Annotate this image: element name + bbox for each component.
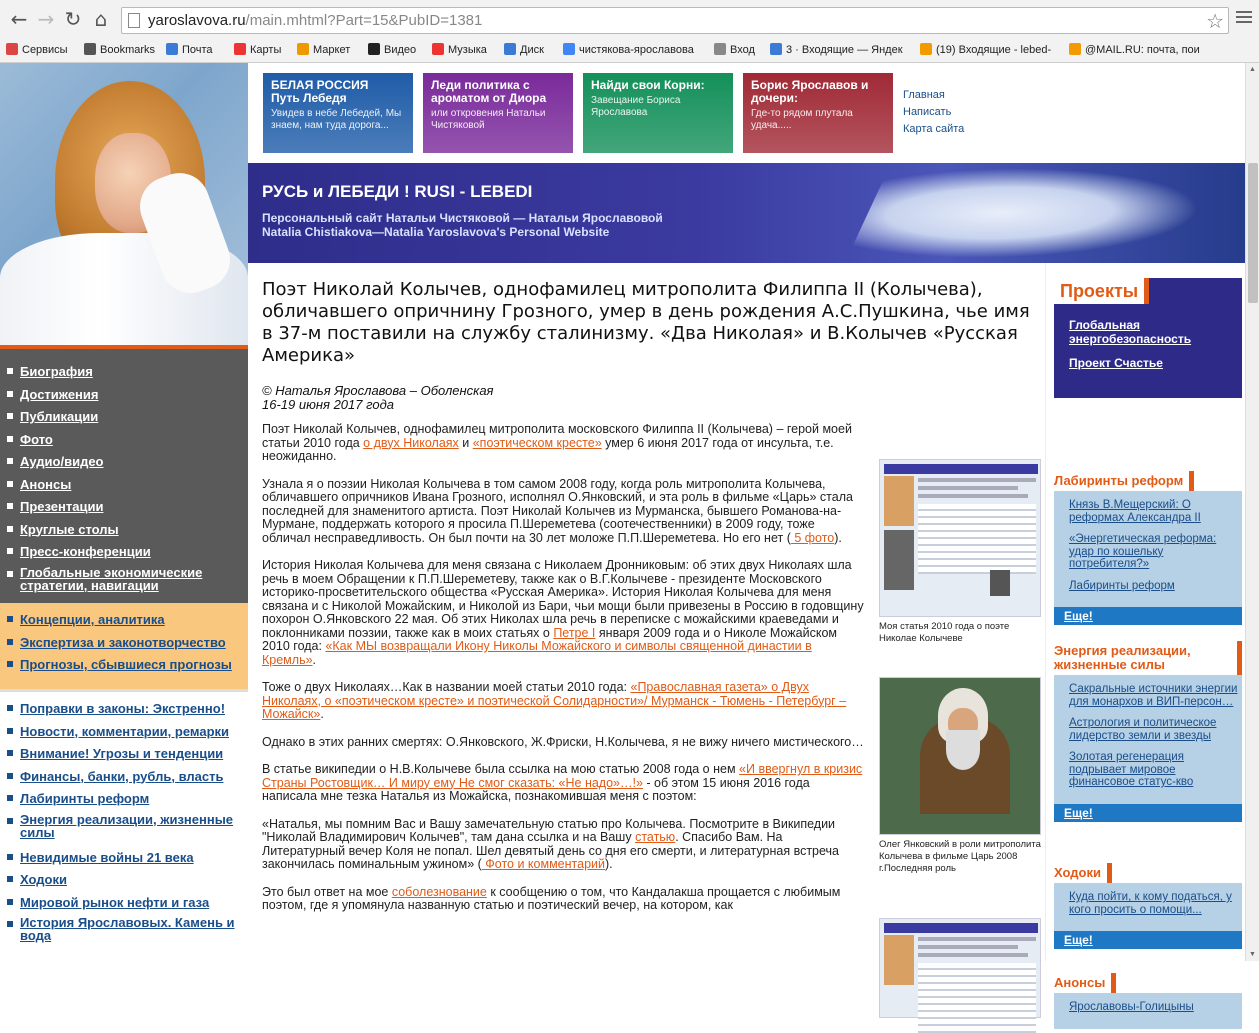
bookmark-item[interactable]: [297, 42, 350, 58]
bookmark-item[interactable]: [234, 42, 281, 58]
text: «Наталья, мы помним Вас и Вашу замечательную статью про Колычева. Посмотрите в Википедии "Николай Владимирович Колычев", там дана ссылка и на Вашу: [262, 816, 836, 844]
bookmark-label: Вход: [730, 44, 755, 56]
menu-item-secondary-2[interactable]: Прогнозы, сбывшиеся прогнозы: [0, 656, 248, 679]
star-icon: [84, 43, 96, 55]
bookmark-label: @MAIL.RU: почта, пои: [1085, 44, 1200, 56]
more-button[interactable]: Еще!: [1054, 931, 1242, 949]
right-column: [1046, 263, 1245, 1013]
link-photo-comment[interactable]: Фото и комментарий: [481, 857, 605, 871]
sidebar-section-body: [1054, 491, 1242, 607]
bookmark-label: Диск: [520, 44, 544, 56]
link-condolence[interactable]: соболезнование: [391, 884, 487, 899]
article-screenshot-image[interactable]: [879, 459, 1041, 617]
menu-item-tertiary-3[interactable]: Финансы, банки, рубль, власть: [0, 768, 248, 791]
sidebar-section-body: [1054, 883, 1242, 931]
page-icon: [128, 13, 140, 28]
paragraph-7: [262, 818, 864, 872]
menu-item-tertiary-7[interactable]: Ходоки: [0, 871, 248, 894]
secondary-menu: [0, 603, 248, 689]
site-hero-banner: [248, 163, 1245, 263]
figure-caption: Моя статья 2010 года о поэте Николае Колычеве: [879, 621, 1010, 644]
mailru-icon: [920, 43, 932, 55]
sidebar-section-3: [1054, 973, 1242, 1029]
sidebar-section-title: Ходоки: [1054, 863, 1112, 883]
menu-item-secondary-1[interactable]: Экспертиза и законотворчество: [0, 634, 248, 657]
promo-box-2[interactable]: [583, 73, 733, 153]
sidebar-section-title: Лабиринты реформ: [1054, 471, 1194, 491]
browser-toolbar: [0, 0, 1259, 38]
text: умер 6 июня 2017 года от инсульта, т.е. неожиданно.: [262, 435, 834, 463]
bookmark-label: Музыка: [448, 44, 487, 56]
promo-box-0[interactable]: [263, 73, 413, 153]
article-byline: [262, 384, 494, 412]
bookmark-item[interactable]: [563, 42, 694, 58]
text: - об этом 15 июня 2016 года написала мне тезка Наталья из Можайска, познакомившая меня с поэтом:: [262, 775, 810, 803]
sidebar-section-title: Анонсы: [1054, 973, 1116, 993]
browser-chrome: [0, 0, 1259, 63]
menu-item-tertiary-9[interactable]: История Ярославовых. Камень и вода: [0, 916, 248, 952]
menu-item-tertiary-4[interactable]: Лабиринты реформ: [0, 790, 248, 813]
bookmark-item[interactable]: [714, 42, 755, 58]
sidebar-section-0: [1054, 471, 1242, 625]
scrollbar-thumb[interactable]: [1248, 163, 1258, 303]
menu-item-primary-7[interactable]: Круглые столы: [0, 521, 248, 544]
bookmark-item[interactable]: [84, 42, 155, 58]
paragraph-6: [262, 763, 864, 804]
link-peter-i[interactable]: Петре I: [553, 625, 596, 640]
projects-panel: [1054, 278, 1242, 398]
address-bar[interactable]: [121, 7, 1229, 34]
sidebar-section-body: [1054, 675, 1242, 804]
forward-arrow-icon[interactable]: →: [37, 7, 55, 31]
link-5-photos[interactable]: 5 фото: [790, 530, 835, 545]
browser-menu-icon[interactable]: [1236, 11, 1252, 25]
sidebar-section-1: [1054, 641, 1242, 822]
top-banner: [248, 63, 1245, 163]
link-poetic-cross[interactable]: «поэтическом кресте»: [472, 435, 602, 450]
site-subtitle-ru: Персональный сайт Натальи Чистяковой — Натальи Ярославовой: [262, 211, 663, 225]
sidebar-link[interactable]: «Энергетическая реформа: удар по кошельку потребителя?»: [1069, 533, 1217, 570]
top-link-0[interactable]: Главная: [903, 89, 945, 101]
sidebar-link[interactable]: Сакральные источники энергии для монархов и ВИП-персон…: [1069, 683, 1238, 708]
back-arrow-icon[interactable]: ←: [10, 7, 28, 31]
primary-menu: [0, 345, 248, 603]
bookmark-label: Маркет: [313, 44, 351, 56]
promo-box-text: Где-то рядом плутала удача.....: [751, 108, 853, 131]
left-column: [0, 63, 248, 961]
article-headline: Поэт Николай Колычев, однофамилец митрополита Филиппа II (Колычева), обличавшего опричнину Грозного, умер в день рождения А.С.Пушкина, чье имя в 37-м поставили на службу сталинизму. «Два Николая» и В.Колычев «Русская Америка»: [262, 279, 1030, 366]
link-article[interactable]: статью: [635, 830, 676, 844]
paragraph-8: [262, 886, 864, 913]
link-icon-nikola[interactable]: «Как МЫ возвращали Икону Николы Можайского и символы священной династии в Кремль»: [262, 639, 812, 667]
sidebar-section-2: [1054, 863, 1242, 949]
page-icon: [714, 43, 726, 55]
promo-box-title: Найди свои Корни:: [591, 78, 705, 92]
bookmark-label: Сервисы: [22, 44, 68, 56]
paragraph-5: Однако в этих ранних смертях: О.Янковского, Ж.Фриски, Н.Колычева, я не вижу ничего мистического…: [262, 734, 864, 749]
article-author: © Наталья Ярославова – Оболенская: [262, 383, 494, 398]
text: Поэт Николай Колычев, однофамилец митрополита московского Филиппа II (Колычева) – герой моей статьи 2010 года: [262, 422, 852, 450]
menu-item-tertiary-1[interactable]: Новости, комментарии, ремарки: [0, 723, 248, 746]
menu-item-primary-3[interactable]: Фото: [0, 431, 248, 454]
promo-box-title: Леди политика с ароматом от Диора: [431, 78, 547, 105]
bookmark-label: Bookmarks: [100, 44, 156, 56]
menu-item-primary-4[interactable]: Аудио/видео: [0, 453, 248, 476]
bookmark-label: Почта: [182, 44, 213, 56]
article-body: [262, 423, 864, 927]
menu-item-primary-2[interactable]: Публикации: [0, 408, 248, 431]
google-icon: [563, 43, 575, 55]
menu-item-tertiary-8[interactable]: Мировой рынок нефти и газа: [0, 894, 248, 917]
bookmark-item[interactable]: [920, 42, 1051, 58]
more-button[interactable]: Еще!: [1054, 607, 1242, 625]
article-screenshot-image[interactable]: [879, 918, 1041, 1018]
reload-icon[interactable]: ↻: [64, 7, 82, 31]
paragraph-3: [262, 559, 864, 667]
bookmark-label: чистякова-ярославова: [579, 44, 694, 56]
bookmark-label: Видео: [384, 44, 417, 56]
text: . Спасибо Вам. На Литературный вечер Коля не попал. Шел девятый день со дня его смерти, и литературная встреча закончилась поминальным ужином» (: [262, 830, 840, 871]
paragraph-2: [262, 478, 864, 546]
mail-icon: [166, 43, 178, 55]
top-link-2[interactable]: Карта сайта: [903, 123, 965, 135]
url-text[interactable]: [148, 12, 482, 29]
bookmark-item[interactable]: [770, 42, 903, 58]
menu-item-tertiary-5[interactable]: Энергия реализации, жизненные силы: [0, 813, 248, 849]
text: Тоже о двух Николаях…Как в названии моей статьи 2010 года:: [262, 680, 631, 694]
text: января 2009 года и о Николе Можайском 2010 года:: [262, 625, 837, 653]
text: Узнала я о поэзии Николая Колычева в том самом 2008 году, когда роль митрополита Колычева, обличавшего опричников Ивана Грозного, исполнял О.Янковский, и эта роль в фильме «Царь» стала последней для знаменитого артиста. Поэт Николай Колычев из Мурманска, бывшего Романова-на-Мурмане, поддержать которого я просила П.Шереметева (соотечественники) в 2009 году, тоже обличал несправедливость. Он был почти на 30 лет моложе П.П.Шереметева. Но его нет (: [262, 476, 853, 545]
bookmark-item[interactable]: [432, 42, 487, 58]
menu-item-tertiary-2[interactable]: Внимание! Угрозы и тенденции: [0, 745, 248, 768]
menu-item-secondary-0[interactable]: Концепции, аналитика: [0, 611, 248, 634]
url-path: /main.mhtml?Part=15&PubID=1381: [245, 12, 483, 29]
promo-box-text: Завещание Бориса Ярославова: [591, 95, 681, 118]
link-orthodox-gazette[interactable]: «Православная газета» о Двух Николаях, о «поэтическом кресте» и поэтической Солидарности»/ Мурманск - Тюмень - Петербург – Можайск»: [262, 680, 847, 721]
link-two-nikolais[interactable]: о двух Николаях: [363, 435, 459, 450]
bookmark-item[interactable]: [6, 42, 68, 58]
top-links: [903, 87, 964, 138]
text: .: [312, 652, 317, 667]
bookmark-item[interactable]: [166, 42, 213, 58]
menu-item-primary-6[interactable]: Презентации: [0, 498, 248, 521]
sidebar-section-body: [1054, 993, 1242, 1029]
bookmark-star-icon[interactable]: ☆: [1206, 9, 1224, 33]
promo-box-1[interactable]: [423, 73, 573, 153]
tertiary-menu: [0, 689, 248, 961]
site-title: РУСЬ и ЛЕБЕДИ ! RUSI - LEBEDI: [262, 182, 533, 201]
link-crisis-article[interactable]: «И ввергнул в кризис Страны Ростовщик… И миру ему Не смог сказать: «Не надо»…!»: [262, 762, 863, 790]
disk-icon: [504, 43, 516, 55]
yankovsky-photo[interactable]: [879, 677, 1041, 835]
sidebar-link[interactable]: Астрология и политическое лидерство земли и звезды: [1069, 717, 1217, 742]
text: к сообщению о том, что Кандалакша прощается с любимым поэтом, где я упомянула названную статью и поэтический вечер, на котором, как: [262, 884, 841, 912]
swan-image: [847, 168, 1219, 258]
text: ).: [834, 530, 842, 545]
menu-item-primary-9[interactable]: Глобальные экономические стратегии, навигации: [0, 566, 248, 602]
bookmarks-bar: [0, 38, 1259, 62]
scroll-up-arrow-icon[interactable]: ▲: [1249, 66, 1256, 73]
promo-box-3[interactable]: [743, 73, 893, 153]
article-date: 16-19 июня 2017 года: [262, 397, 395, 412]
project-link-energy-security[interactable]: Глобальная энергобезопасность: [1069, 318, 1192, 346]
video-icon: [368, 43, 380, 55]
promo-box-title: Борис Ярославов и дочери:: [751, 78, 869, 105]
menu-item-tertiary-0[interactable]: Поправки в законы: Экстренно!: [0, 700, 248, 723]
sidebar-link[interactable]: Лабиринты реформ: [1069, 579, 1175, 592]
menu-item-primary-1[interactable]: Достижения: [0, 386, 248, 409]
main-content: [248, 263, 1046, 961]
paragraph-4: [262, 681, 864, 722]
menu-item-primary-0[interactable]: Биография: [0, 363, 248, 386]
bookmark-label: 3 · Входящие — Яндек: [786, 44, 903, 56]
promo-box-text: Увидев в небе Лебедей, Мы знаем, нам туда дорога...: [271, 108, 402, 131]
site-subtitle-en: Natalia Chistiakova—Natalia Yaroslavova's Personal Website: [262, 225, 610, 239]
text: История Николая Колычева для меня связана с Николаем Дронниковым: об этих двух Николаях шла речь в моем Обращении к П.П.Шереметеву, также как о В.Г.Колычеве - президенте Московского историко-просветительского общества «Русская Америка». История Николая Колычева для меня связана и с Николой Можайским, и Николой из Бари, чьи мощи были привезены в Россию в годовщину похорон О.Янковского 22 мая. Об этих Николах шла речь в переписке с можайскими краеведами и поклонниками поэзии, также как в моих статьях о: [262, 558, 864, 640]
bookmark-item[interactable]: [504, 42, 544, 58]
menu-item-tertiary-6[interactable]: Невидимые войны 21 века: [0, 849, 248, 872]
mail-icon: [770, 43, 782, 55]
apps-grid-icon: [6, 43, 18, 55]
sidebar-link[interactable]: Золотая регенерация подрывает мировое финансовое статус-кво: [1069, 751, 1194, 788]
author-photo: [0, 63, 248, 345]
cart-icon: [297, 43, 309, 55]
text: и: [458, 435, 473, 450]
paragraph-1: [262, 423, 864, 464]
music-icon: [432, 43, 444, 55]
text: .: [320, 707, 324, 721]
more-button[interactable]: Еще!: [1054, 804, 1242, 822]
top-link-1[interactable]: Написать: [903, 106, 952, 118]
menu-item-primary-5[interactable]: Анонсы: [0, 476, 248, 499]
url-host: yaroslavova.ru: [148, 12, 246, 29]
sidebar-link[interactable]: Ярославовы-Голицыны: [1069, 1001, 1194, 1013]
text: Это был ответ на мое: [262, 884, 392, 899]
sidebar-link[interactable]: Куда пойти, к кому податься, у кого просить о помощи...: [1069, 891, 1232, 916]
text: В статье википедии о Н.В.Колычеве была ссылка на мою статью 2008 года о нем: [262, 762, 740, 776]
sidebar-link[interactable]: Князь В.Мещерский: О реформах Александра II: [1069, 499, 1201, 524]
menu-item-primary-8[interactable]: Пресс-конференции: [0, 543, 248, 566]
projects-title: Проекты: [1054, 278, 1149, 304]
figure-caption: Олег Янковский в роли митрополита Колычева в фильме Царь 2008 г.Последняя роль: [879, 839, 1041, 874]
webpage: [0, 63, 1245, 1013]
promo-box-title: БЕЛАЯ РОССИЯ Путь Лебедя: [271, 78, 369, 105]
home-icon[interactable]: ⌂: [94, 7, 108, 31]
mailru-icon: [1069, 43, 1081, 55]
promo-box-text: или откровения Натальи Чистяковой: [431, 108, 546, 131]
sidebar-section-title: Энергия реализации, жизненные силы: [1054, 641, 1242, 675]
bookmark-label: (19) Входящие - lebed-: [936, 44, 1052, 56]
bookmark-item[interactable]: [1069, 42, 1200, 58]
map-pin-icon: [234, 43, 246, 55]
bookmark-label: Карты: [250, 44, 282, 56]
scroll-down-arrow-icon[interactable]: ▼: [1249, 951, 1256, 958]
bookmark-item[interactable]: [368, 42, 416, 58]
page-scrollbar[interactable]: [1245, 63, 1259, 961]
figure-article-screenshot: [879, 459, 1041, 645]
text: ).: [605, 857, 613, 871]
project-link-happiness[interactable]: Проект Счастье: [1069, 356, 1163, 370]
figure-yankovsky: [879, 677, 1041, 875]
figure-screenshot-2: [879, 918, 1041, 1022]
